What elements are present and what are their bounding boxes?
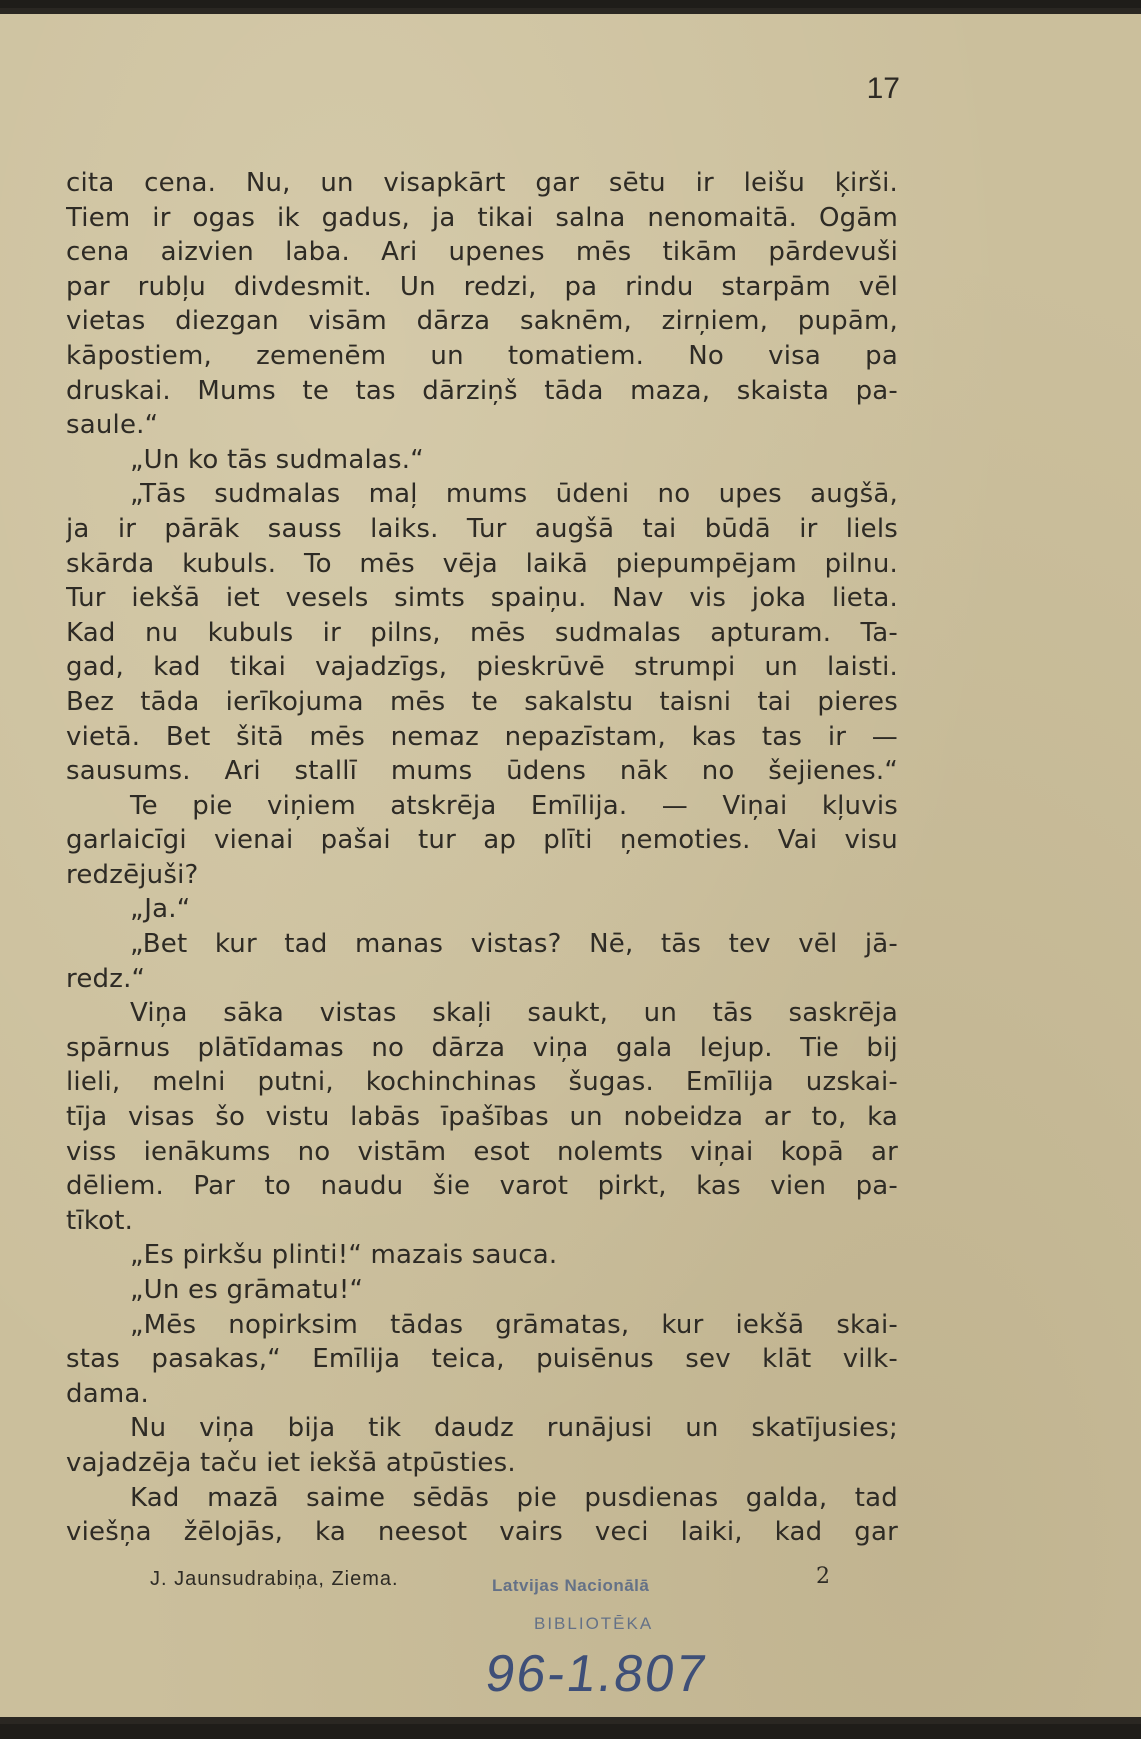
text-line: tīja visas šo vistu labās īpašības un nobeidza ar to, ka [66, 1102, 898, 1133]
text-line: par rubļu divdesmit. Un redzi, pa rindu starpām vēl [66, 271, 898, 302]
text-line: sausums. Ari stallī mums ūdens nāk no šejienes.“ [66, 756, 898, 787]
text-line: ja ir pārāk sauss laiks. Tur augšā tai būdā ir liels [66, 513, 898, 544]
text-line: „Bet kur tad manas vistas? Nē, tās tev vēl jā- [130, 929, 898, 960]
book-page [0, 8, 1141, 1724]
text-line: Nu viņa bija tik daudz runājusi un skatījusies; [130, 1413, 898, 1444]
body-text [66, 166, 898, 1550]
text-line: tīkot. [66, 1205, 134, 1236]
text-line: lieli, melni putni, kochinchinas šugas. Emīlija uzskai- [66, 1067, 898, 1098]
text-line: vajadzēja taču iet iekšā atpūsties. [66, 1447, 516, 1478]
text-line: „Tās sudmalas maļ mums ūdeni no upes augšā, [130, 479, 898, 510]
text-line: „Es pirkšu plinti!“ mazais sauca. [130, 1240, 558, 1271]
text-line: vietā. Bet šitā mēs nemaz nepazīstam, kas tas ir — [66, 721, 898, 752]
text-line: „Un ko tās sudmalas.“ [130, 444, 424, 475]
page-number: 17 [866, 72, 900, 105]
stamp-line-1: Latvijas Nacionālā [492, 1576, 650, 1595]
text-line: dēliem. Par to naudu šie varot pirkt, kas vien pa- [66, 1171, 898, 1202]
text-line: Kad nu kubuls ir pilns, mēs sudmalas apturam. Ta- [66, 617, 898, 648]
text-line: redz.“ [66, 963, 146, 994]
text-line: spārnus plātīdamas no dārza viņa gala lejup. Tie bij [66, 1032, 898, 1063]
handwritten-shelfmark: 96-1.807 [481, 1645, 712, 1703]
library-stamp [492, 1576, 653, 1634]
text-line: dama. [66, 1378, 149, 1409]
text-line: saule.“ [66, 410, 159, 441]
text-line: Tiem ir ogas ik gadus, ja tikai salna nenomaitā. Ogām [66, 202, 898, 233]
text-line: Kad mazā saime sēdās pie pusdienas galda, tad [130, 1482, 898, 1513]
text-line: cena aizvien laba. Ari upenes mēs tikām pārdevuši [66, 237, 898, 268]
stamp-line-2: BIBLIOTĒKA [534, 1614, 654, 1633]
text-line: cita cena. Nu, un visapkārt gar sētu ir leišu ķirši. [66, 168, 898, 198]
text-line: Bez tāda ierīkojuma mēs te sakalstu taisni tai pieres [66, 686, 898, 717]
page-bottom-edge [0, 1717, 1141, 1724]
text-line: „Ja.“ [130, 894, 191, 925]
text-line: druskai. Mums te tas dārziņš tāda maza, skaista pa- [66, 375, 898, 406]
footer-signature: J. Jaunsudrabiņa, Ziema. [150, 1568, 399, 1590]
text-line: redzējuši? [66, 859, 199, 890]
sheet-number: 2 [816, 1564, 830, 1589]
text-line: Viņa sāka vistas skaļi saukt, un tās saskrēja [130, 998, 898, 1029]
text-line: viešņa žēlojās, ka neesot vairs veci laiki, kad gar [66, 1517, 898, 1548]
text-line: kāpostiem, zemenēm un tomatiem. No visa pa [66, 340, 898, 371]
text-line: garlaicīgi vienai pašai tur ap plīti ņemoties. Vai visu [66, 825, 898, 856]
text-line: stas pasakas,“ Emīlija teica, puisēnus sev klāt vilk- [66, 1344, 898, 1375]
page-top-edge [0, 8, 1141, 14]
text-line: Tur iekšā iet vesels simts spaiņu. Nav vis joka lieta. [66, 583, 898, 614]
text-line: Te pie viņiem atskrēja Emīlija. — Viņai kļuvis [130, 790, 898, 821]
text-line: vietas diezgan visām dārza saknēm, zirņiem, pupām, [66, 306, 898, 337]
text-line: gad, kad tikai vajadzīgs, pieskrūvē strumpi un laisti. [66, 652, 898, 683]
text-line: skārda kubuls. To mēs vēja laikā piepumpējam pilnu. [66, 548, 898, 579]
text-line: „Mēs nopirksim tādas grāmatas, kur iekšā skai- [130, 1309, 898, 1340]
text-line: viss ienākums no vistām esot nolemts viņai kopā ar [66, 1136, 898, 1167]
text-line: „Un es grāmatu!“ [130, 1275, 364, 1305]
